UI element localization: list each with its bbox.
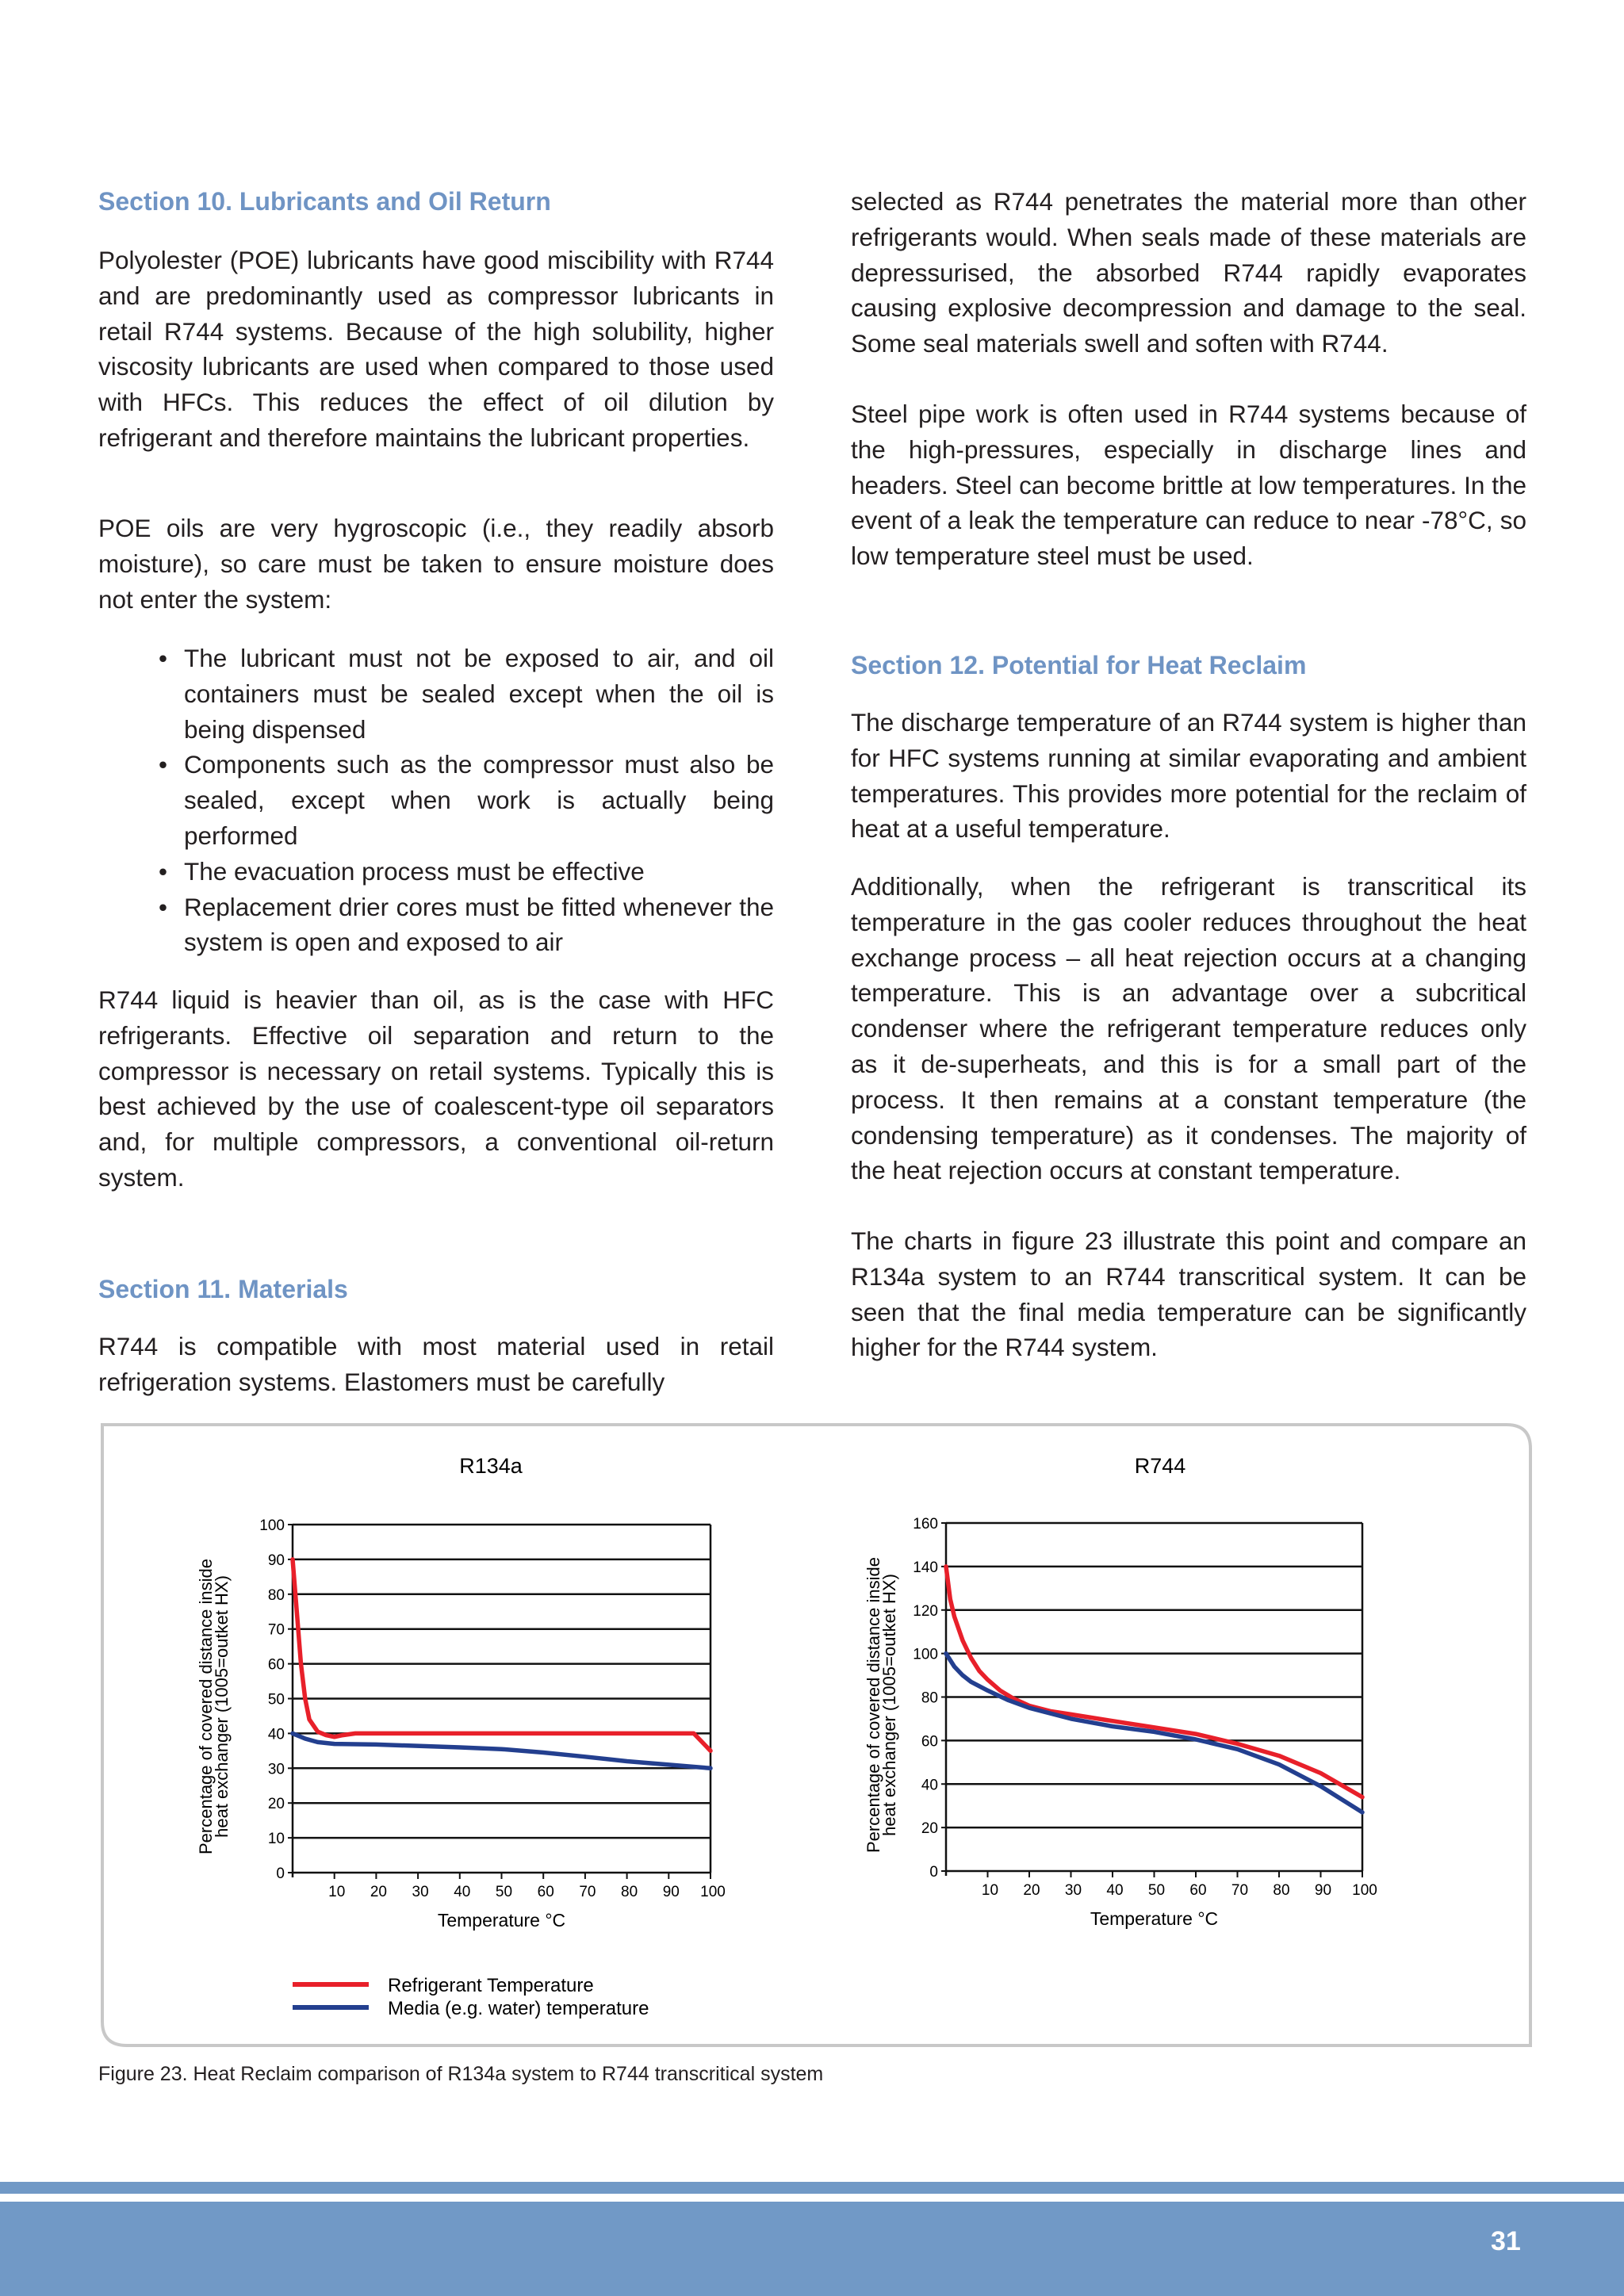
y-tick-label: 160	[913, 1516, 938, 1533]
x-tick-label: 80	[1273, 1882, 1290, 1899]
x-tick-label: 30	[1064, 1882, 1082, 1899]
paragraph: selected as R744 penetrates the material more than other refrigerants would. When seals made of these materials are depressurised, the absorbed R744 rapidly evaporates causing explosive decompression and damage to the seal. Some seal materials swell and soften with R744.	[851, 187, 1526, 358]
x-tick-label: 40	[1106, 1882, 1124, 1899]
y-tick-label: 30	[267, 1761, 285, 1778]
y-tick-label: 0	[276, 1866, 285, 1882]
y-tick-label: 20	[921, 1820, 938, 1838]
x-tick-label: 20	[1023, 1882, 1040, 1899]
x-tick-label: 20	[370, 1884, 387, 1900]
y-tick-label: 80	[267, 1586, 285, 1604]
paragraph: The discharge temperature of an R744 system is higher than for HFC systems running at similar evaporating and ambient temperatures. This provides more potential for the reclaim of heat at a useful temperature.	[851, 708, 1526, 844]
section10-heading: Section 10. Lubricants and Oil Return	[98, 187, 551, 216]
x-tick-label: 100	[700, 1884, 726, 1900]
y-tick-label: 100	[259, 1517, 285, 1534]
y-tick-label: 10	[267, 1831, 285, 1848]
x-tick-label: 60	[1189, 1882, 1207, 1899]
paragraph: Steel pipe work is often used in R744 systems because of the high-pressures, especially in discharge lines and headers. Steel can become brittle at low temperatures. In the event of a leak the temperature can reduce to near -78°C, so low temperature steel must be used.	[851, 400, 1526, 571]
footer-stripe	[0, 2182, 1624, 2194]
bullet-item: • Replacement drier cores must be fitted whenever the system is open and exposed to air	[159, 890, 774, 961]
x-axis-label: Temperature °C	[437, 1910, 566, 1931]
paragraph: Polyolester (POE) lubricants have good miscibility with R744 and are predominantly used as compressor lubricants in retail R744 systems. Because of the high solubility, higher viscosity lubricants are used when compared to those used with HFCs. This reduces the effect of oil dilution by refrigerant and therefore maintains the lubricant properties.	[98, 246, 774, 452]
y-tick-label: 70	[267, 1621, 285, 1639]
x-tick-label: 40	[454, 1884, 471, 1900]
x-tick-label: 90	[662, 1884, 680, 1900]
figure-frame	[102, 1425, 1530, 2045]
x-tick-label: 50	[1147, 1882, 1166, 1899]
x-tick-label: 30	[412, 1884, 429, 1900]
y-tick-label: 40	[267, 1726, 285, 1743]
bullet-item: • Components such as the compressor must also be sealed, except when work is actually being performed	[159, 747, 774, 853]
y-tick-label: 80	[921, 1689, 938, 1707]
y-tick-label: 100	[913, 1646, 938, 1663]
y-axis-label: Percentage of covered distance inside	[196, 1558, 216, 1855]
y-axis-label: Percentage of covered distance inside	[864, 1556, 883, 1854]
paragraph: R744 is compatible with most material used in retail refrigeration systems. Elastomers must be carefully	[98, 1332, 774, 1396]
x-tick-label: 70	[1231, 1882, 1249, 1899]
y-tick-label: 50	[267, 1691, 285, 1709]
page-number: 31	[1491, 2226, 1521, 2256]
x-tick-label: 100	[1352, 1882, 1377, 1899]
x-tick-label: 80	[621, 1884, 638, 1900]
y-tick-label: 20	[267, 1796, 285, 1813]
section12-heading: Section 12. Potential for Heat Reclaim	[851, 651, 1307, 679]
figure-caption: Figure 23. Heat Reclaim comparison of R134a system to R744 transcritical system	[98, 2063, 824, 2085]
y-tick-label: 120	[913, 1602, 938, 1620]
paragraph: Additionally, when the refrigerant is transcritical its temperature in the gas cooler reduces throughout the heat exchange process – all heat rejection occurs at a changing temperature. This is an advantage over a subcritical condenser where the refrigerant temperature reduces only as it de-superheats, and this is for a small part of the process. It then remains at a constant temperature (the condensing temperature) as it condenses. The majority of the heat rejection occurs at constant temperature.	[851, 872, 1526, 1185]
y-axis-label: heat exchanger (1005=outket HX)	[212, 1575, 232, 1838]
footer-band	[0, 2202, 1624, 2296]
y-tick-label: 60	[267, 1656, 285, 1674]
x-tick-label: 10	[981, 1882, 999, 1899]
x-tick-label: 60	[537, 1884, 554, 1900]
section11-heading: Section 11. Materials	[98, 1275, 348, 1303]
chart-title: R134a	[459, 1454, 523, 1478]
y-axis-label: heat exchanger (1005=outket HX)	[879, 1574, 899, 1836]
chart-title: R744	[1134, 1454, 1186, 1478]
y-tick-label: 60	[921, 1733, 938, 1751]
x-tick-label: 50	[495, 1884, 513, 1900]
bullet-item: • The evacuation process must be effective	[159, 854, 774, 890]
paragraph: R744 liquid is heavier than oil, as is the case with HFC refrigerants. Effective oil separation and return to the compressor is necessary on retail systems. Typically this is best achieved by the use of coalescent-type oil separators and, for multiple compressors, a conventional oil-return system.	[98, 985, 774, 1192]
x-tick-label: 70	[579, 1884, 596, 1900]
legend-label: Media (e.g. water) temperature	[388, 1998, 649, 2019]
x-tick-label: 10	[328, 1884, 346, 1900]
legend-label: Refrigerant Temperature	[388, 1975, 594, 1996]
paragraph: The charts in figure 23 illustrate this point and compare an R134a system to an R744 transcritical system. It can be seen that the final media temperature can be significantly higher for the R744 system.	[851, 1226, 1526, 1362]
y-tick-label: 0	[929, 1864, 938, 1881]
y-tick-label: 40	[921, 1777, 938, 1794]
x-axis-label: Temperature °C	[1090, 1908, 1219, 1929]
bullet-item: • The lubricant must not be exposed to air, and oil containers must be sealed except when the oil is being dispensed	[159, 641, 774, 747]
y-tick-label: 140	[913, 1559, 938, 1576]
paragraph: POE oils are very hygroscopic (i.e., they readily absorb moisture), so care must be taken to ensure moisture does not enter the system:	[98, 514, 774, 614]
y-tick-label: 90	[267, 1552, 285, 1569]
x-tick-label: 90	[1314, 1882, 1332, 1899]
